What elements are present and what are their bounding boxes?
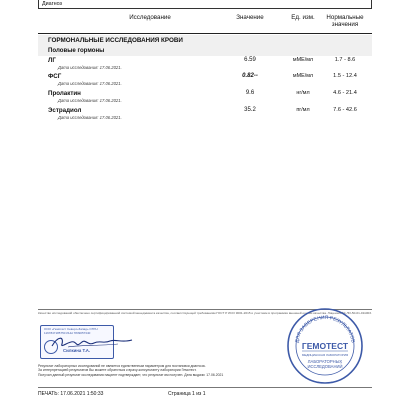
result-norm: 4.6 - 21.4 <box>333 90 357 96</box>
result-value-abnormal: 0.82-- <box>242 73 258 79</box>
disclaimer-line: Получил данный результат исследования пациент подтверждает, что результат им получен. Дата выдачи: 17.06.2021 <box>38 372 224 377</box>
table-header <box>38 12 372 34</box>
result-value: 9.6 <box>245 90 255 96</box>
column-norm-line1: Нормальные <box>326 14 364 21</box>
seal-line2: ИССЛЕДОВАНИЙ <box>307 364 343 369</box>
print-timestamp: ПЕЧАТЬ: 17.06.2021 1:50:33 <box>38 391 104 397</box>
doctor-stamp-org: ООО «Гемотест Северо-Запад» ОГРН 1167847185750 ИНН 7839057340 <box>44 327 98 335</box>
doctor-stamp-name: Силкина Т.А. <box>63 348 91 353</box>
result-row-prolactin <box>38 90 372 108</box>
result-date: Дата исследования: 17.06.2021. <box>58 65 122 70</box>
result-date: Дата исследования: 17.06.2021. <box>58 81 122 86</box>
result-name: ЛГ <box>48 57 56 64</box>
result-name: Эстрадиол <box>48 107 82 114</box>
quality-footnote: Качество исследований обеспечено сертифицированной системой менеджмента качества, соответствующей требованиям ГОСТ Р ИСО 9001-2015 и участием в программах внешней оценки качества. Лицензия № ЛО-50-01-011003. <box>38 311 372 315</box>
result-unit: пг/мл <box>296 107 310 113</box>
column-unit: Ед. изм. <box>291 14 315 21</box>
print-footer <box>38 387 372 397</box>
result-value: 6.59 <box>244 57 256 63</box>
result-name: Пролактин <box>48 90 81 97</box>
column-norm-line2: значения <box>331 21 359 28</box>
seal-line1: ЛАБОРАТОРНЫХ <box>307 359 343 364</box>
column-value: Значение <box>236 14 264 21</box>
result-name: ФСГ <box>48 73 62 80</box>
seal-brand: ГЕМОТЕСТ <box>301 341 349 351</box>
result-norm: 1.7 - 8.6 <box>334 57 356 63</box>
column-norm <box>318 14 372 28</box>
column-test: Исследование <box>129 14 171 21</box>
result-row-estradiol <box>38 107 372 125</box>
seal-arc-text: ДЛЯ ЗАВЕРЕНИЯ РЕЗУЛЬТАТОВ <box>294 314 356 344</box>
result-norm: 7.6 - 42.6 <box>333 107 357 113</box>
lab-seal <box>286 307 364 385</box>
page-number: Страница 1 из 1 <box>168 391 206 397</box>
group-title: Половые гормоны <box>48 47 105 54</box>
result-date: Дата исследования: 17.06.2021. <box>58 98 122 103</box>
result-unit: мМЕ/мл <box>292 73 314 79</box>
disclaimer-line: За интерпретацией результатов Вы можете обратиться к врачу-консультанту лаборатории Гемотест. <box>38 368 197 373</box>
seal-subtitle: МЕДИЦИНСКАЯ ЛАБОРАТОРИЯ <box>301 353 349 357</box>
disclaimer <box>38 364 278 377</box>
result-date: Дата исследования: 17.06.2021. <box>58 115 122 120</box>
result-value: 35.2 <box>244 107 256 113</box>
diagnosis-label: Диагноз <box>42 1 63 7</box>
result-unit: нг/мл <box>296 90 310 96</box>
section-title: ГОРМОНАЛЬНЫЕ ИССЛЕДОВАНИЯ КРОВИ <box>48 37 183 44</box>
result-row-fsh <box>38 73 372 91</box>
disclaimer-line: Результат лабораторных исследований не является единственным параметром для постановки диагноза. <box>38 364 206 368</box>
diagnosis-box <box>38 0 372 9</box>
result-unit: мМЕ/мл <box>292 57 314 63</box>
section-band <box>38 35 372 56</box>
signature <box>48 334 138 350</box>
result-norm: 1.5 - 12.4 <box>333 73 357 79</box>
